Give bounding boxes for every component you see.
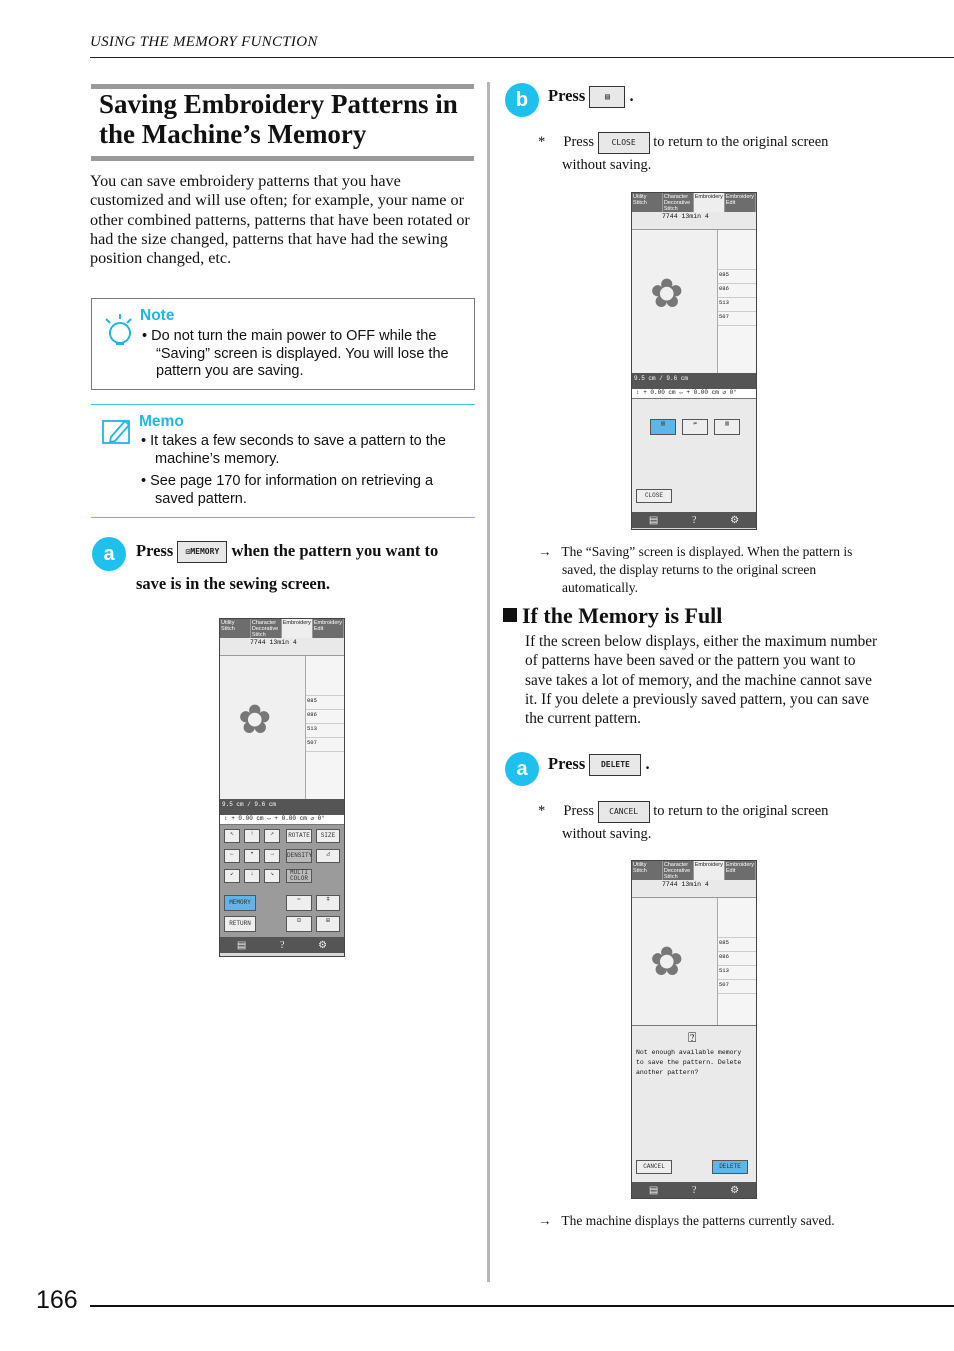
header-rule <box>90 57 954 58</box>
footer-rule <box>90 1305 954 1307</box>
list-item: 513 <box>306 724 344 738</box>
section-title: Saving Embroidery Patterns in the Machine’s Memory <box>99 89 458 149</box>
tab-character-stitch[interactable]: Character Decorative Stitch <box>251 619 282 638</box>
step2-note: * Press CLOSE to return to the original screen without saving. <box>538 131 878 176</box>
arrow-left-icon[interactable]: ← <box>224 849 240 863</box>
memory-key[interactable]: MEMORY <box>224 895 256 911</box>
step-number-a: a <box>505 752 539 786</box>
density-button[interactable]: DENSITY <box>286 849 312 863</box>
note-box <box>91 298 475 390</box>
page-icon[interactable]: ▤ <box>236 939 247 951</box>
screen-footer <box>632 512 756 528</box>
running-header: USING THE MEMORY FUNCTION <box>90 34 318 50</box>
tab-embroidery[interactable]: Embroidery <box>694 193 725 212</box>
computer-icon[interactable]: ▥ <box>714 419 740 435</box>
embroidery-area <box>632 898 718 1025</box>
arrow-down-right-icon[interactable]: ↘ <box>264 869 280 883</box>
return-button[interactable]: RETURN <box>224 916 256 932</box>
tab-character-stitch[interactable]: Character Decorative Stitch <box>663 861 694 880</box>
message-panel <box>632 1025 756 1182</box>
stitch-info: 7744 13min 4 <box>632 212 756 230</box>
step2-result: → The “Saving” screen is displayed. When the pattern is saved, the display returns to the original screen automatically. <box>538 544 853 595</box>
pattern-list <box>306 656 344 799</box>
tab-embroidery-edit[interactable]: Embroidery Edit <box>725 193 756 212</box>
arrow-up-icon[interactable]: ↑ <box>244 829 260 843</box>
delete-step-result: → The machine displays the patterns currently saved. <box>538 1213 835 1228</box>
list-item: 507 <box>718 980 756 994</box>
question-icon: ⍰ <box>688 1030 697 1046</box>
cancel-button-image: CANCEL <box>598 801 650 823</box>
preview-cell <box>306 656 344 696</box>
close-button-image: CLOSE <box>598 132 650 154</box>
edit-panel <box>220 825 344 937</box>
step-number-b: b <box>505 83 539 117</box>
rotate-button[interactable]: ROTATE <box>286 829 312 843</box>
arrow-down-icon[interactable]: ↓ <box>244 869 260 883</box>
coordinate-readout: ↕ + 0.00 cm ⇔ + 0.00 cm ↺ 0° <box>220 815 344 825</box>
tab-utility-stitch[interactable]: Utility Stitch <box>632 193 663 212</box>
size-status: 9.5 cm / 9.6 cm <box>220 799 344 815</box>
trial-icon[interactable]: ⊞ <box>316 916 340 932</box>
memo-box <box>91 404 475 518</box>
rose-pattern-icon: ✿ <box>650 939 684 984</box>
delete-step-text: Press DELETE . <box>548 754 650 776</box>
memory-full-message: Not enough available memory to save the pattern. Delete another pattern? <box>636 1049 742 1076</box>
tab-utility-stitch[interactable]: Utility Stitch <box>632 861 663 880</box>
page-icon[interactable]: ▤ <box>648 1184 659 1196</box>
center-icon[interactable]: • <box>244 849 260 863</box>
screen-footer <box>632 1182 756 1198</box>
note-item: • Do not turn the main power to OFF while the “Saving” screen is displayed. You will lose the pattern you are saving. <box>142 328 449 379</box>
tab-character-stitch[interactable]: Character Decorative Stitch <box>663 193 694 212</box>
list-item: 513 <box>718 298 756 312</box>
memory-button-image: ⊡MEMORY <box>177 541 227 563</box>
arrow-right-icon[interactable]: → <box>264 849 280 863</box>
tab-embroidery[interactable]: Embroidery <box>282 619 313 638</box>
needle-icon[interactable]: ǂ <box>316 895 340 911</box>
preview-cell <box>718 230 756 270</box>
size-status: 9.5 cm / 9.6 cm <box>632 373 756 389</box>
preview-cell <box>718 898 756 938</box>
settings-icon[interactable]: ⚙ <box>730 1184 740 1196</box>
settings-icon[interactable]: ⚙ <box>730 514 740 526</box>
rose-pattern-icon: ✿ <box>238 697 272 742</box>
memo-pencil-icon <box>101 417 133 447</box>
step2-text: Press ▤ . <box>548 86 634 108</box>
mirror-icon[interactable]: ◿ <box>316 849 340 863</box>
step1-text: Press ⊡MEMORY when the pattern you want to save is in the sewing screen. <box>136 541 439 593</box>
screen-tabs <box>220 619 344 638</box>
settings-icon[interactable]: ⚙ <box>318 939 328 951</box>
close-button[interactable]: CLOSE <box>636 489 672 503</box>
screen-footer <box>220 937 344 953</box>
page-icon[interactable]: ▤ <box>648 514 659 526</box>
embroidery-area <box>632 230 718 373</box>
memo-item: • It takes a few seconds to save a pattern to the machine’s memory. <box>141 433 446 467</box>
title-bar-bottom <box>91 156 474 161</box>
list-item: 513 <box>718 966 756 980</box>
list-item: 085 <box>718 938 756 952</box>
subsection-heading: If the Memory is Full <box>503 603 722 629</box>
stitch-info: 7744 13min 4 <box>632 880 756 898</box>
delete-step-note: * Press CANCEL to return to the original screen without saving. <box>538 800 878 845</box>
screen-tabs <box>632 193 756 212</box>
sewing-screen <box>219 618 345 957</box>
pattern-list <box>718 230 756 373</box>
tab-embroidery-edit[interactable]: Embroidery Edit <box>313 619 344 638</box>
help-icon[interactable]: ? <box>692 1184 697 1196</box>
tab-embroidery[interactable]: Embroidery <box>694 861 725 880</box>
help-icon[interactable]: ? <box>692 514 697 526</box>
tab-utility-stitch[interactable]: Utility Stitch <box>220 619 251 638</box>
scissors-icon[interactable]: ✂ <box>286 895 312 911</box>
step-number-a: a <box>92 537 126 571</box>
cancel-button[interactable]: CANCEL <box>636 1160 672 1174</box>
memory-full-paragraph: If the screen below displays, either the maximum number of patterns have been saved or the pattern you want to save takes a lot of memory, and the machine cannot save it. If you delete a previously saved pattern, you can save the current pattern. <box>525 633 878 728</box>
machine-memory-icon[interactable]: ▤ <box>650 419 676 435</box>
coordinate-readout: ↕ + 0.00 cm ⇔ + 0.00 cm ↺ 0° <box>632 389 756 399</box>
note-heading: Note <box>140 307 175 324</box>
saving-screen <box>631 192 757 530</box>
lightbulb-icon <box>104 313 132 349</box>
page-number: 166 <box>36 1286 78 1314</box>
memo-heading: Memo <box>139 413 184 430</box>
pattern-list <box>718 898 756 1025</box>
list-item: 086 <box>718 952 756 966</box>
stitch-info: 7744 13min 4 <box>220 638 344 656</box>
save-location-panel <box>632 399 756 512</box>
save-machine-icon: ▤ <box>589 86 625 108</box>
memo-item: • See page 170 for information on retrieving a saved pattern. <box>141 473 434 507</box>
list-item: 086 <box>306 710 344 724</box>
list-item: 507 <box>718 312 756 326</box>
column-separator <box>487 82 490 1282</box>
list-item: 086 <box>718 284 756 298</box>
arrow-down-left-icon[interactable]: ↙ <box>224 869 240 883</box>
memory-full-screen <box>631 860 757 1199</box>
arrow-up-right-icon[interactable]: ↗ <box>264 829 280 843</box>
square-bullet-icon <box>503 608 517 622</box>
intro-paragraph: You can save embroidery patterns that you have customized and will use often; for example, your name or other combined patterns, patterns that have been rotated or had the size changed, patterns that have had the sewing position changed, etc. <box>90 172 470 268</box>
multi-color-button[interactable]: MULTI COLOR <box>286 869 312 883</box>
list-item: 507 <box>306 738 344 752</box>
list-item: 085 <box>718 270 756 284</box>
size-button[interactable]: SIZE <box>316 829 340 843</box>
embroidery-area <box>220 656 306 799</box>
delete-button-image: DELETE <box>589 754 641 776</box>
usb-icon[interactable]: ⇌ <box>682 419 708 435</box>
list-item: 085 <box>306 696 344 710</box>
tab-embroidery-edit[interactable]: Embroidery Edit <box>725 861 756 880</box>
rose-pattern-icon: ✿ <box>650 271 684 316</box>
start-point-icon[interactable]: ⊡ <box>286 916 312 932</box>
help-icon[interactable]: ? <box>280 939 285 951</box>
arrow-up-left-icon[interactable]: ↖ <box>224 829 240 843</box>
screen-tabs <box>632 861 756 880</box>
delete-button[interactable]: DELETE <box>712 1160 748 1174</box>
